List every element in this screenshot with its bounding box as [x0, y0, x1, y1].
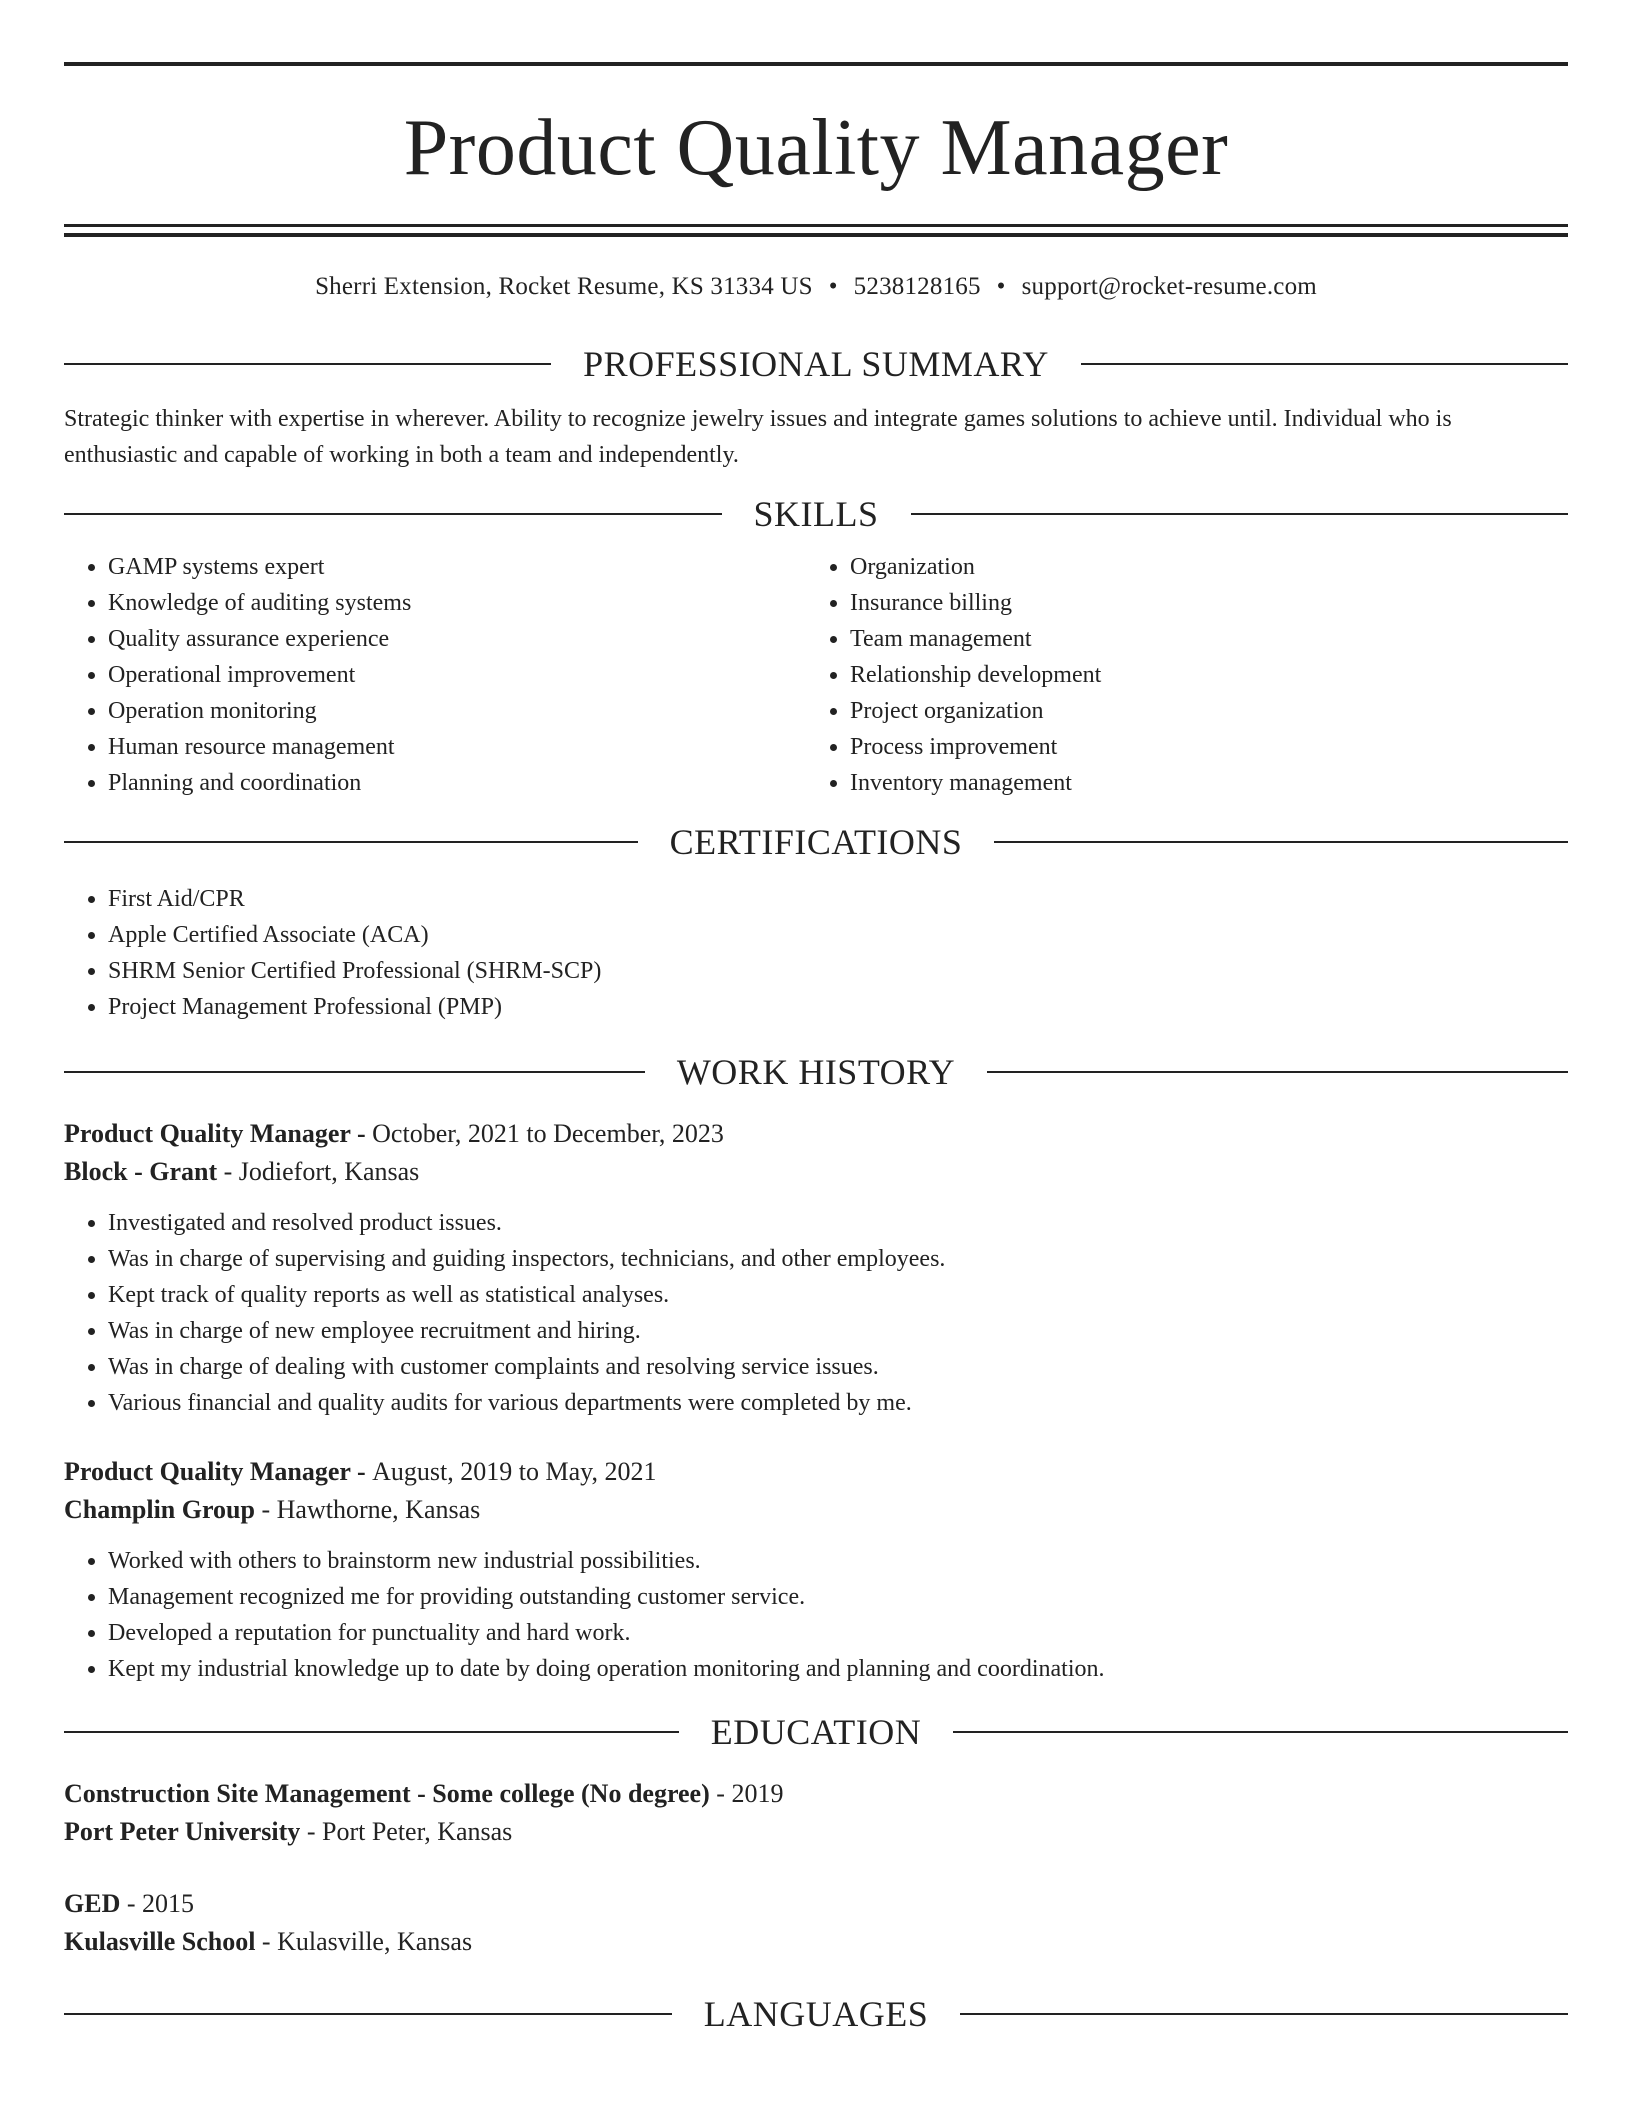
- double-rule: [64, 224, 1568, 237]
- dash: -: [120, 1889, 143, 1918]
- list-item: • GAMP systems expert: [108, 549, 806, 585]
- job-title-line: [64, 1115, 1568, 1153]
- dash: -: [300, 1817, 322, 1846]
- education-location: Kulasville, Kansas: [277, 1927, 473, 1956]
- top-rule: [64, 62, 1568, 66]
- list-item: • Project organization: [850, 693, 1548, 729]
- section-title: CERTIFICATIONS: [669, 822, 963, 862]
- heading-rule: [1081, 363, 1568, 365]
- list-item: • Kept track of quality reports as well as statistical analyses.: [108, 1277, 1568, 1313]
- heading-rule: [64, 363, 551, 365]
- skills-list-left: [64, 549, 806, 801]
- list-item: • Organization: [850, 549, 1548, 585]
- list-item: • Inventory management: [850, 765, 1548, 801]
- list-item: • Insurance billing: [850, 585, 1548, 621]
- section-title: SKILLS: [753, 494, 879, 534]
- heading-rule: [64, 2013, 672, 2015]
- list-item: • Investigated and resolved product issues.: [108, 1205, 1568, 1241]
- section-title: LANGUAGES: [703, 1994, 929, 2034]
- list-item: • First Aid/CPR: [108, 881, 1568, 917]
- job-dates: October, 2021 to December, 2023: [372, 1119, 724, 1148]
- dash: -: [350, 1457, 373, 1486]
- heading-rule: [64, 841, 638, 843]
- section-title: EDUCATION: [710, 1712, 922, 1752]
- section-title: WORK HISTORY: [676, 1052, 956, 1092]
- education-year: 2019: [731, 1779, 784, 1808]
- heading-rule: [911, 513, 1569, 515]
- section-heading-work: [64, 1049, 1568, 1095]
- list-item: • Kept my industrial knowledge up to date by doing operation monitoring and planning and coordination.: [108, 1651, 1568, 1687]
- dash: -: [217, 1157, 239, 1186]
- job-company-line: [64, 1153, 1568, 1191]
- separator-dot: •: [996, 273, 1006, 300]
- separator-dot: •: [828, 273, 838, 300]
- certifications-list: [64, 881, 1568, 1025]
- education-entry: [64, 1885, 1568, 1961]
- list-item: • Was in charge of dealing with customer complaints and resolving service issues.: [108, 1349, 1568, 1385]
- heading-rule: [953, 1731, 1568, 1733]
- section-heading-education: [64, 1709, 1568, 1755]
- contact-phone: 5238128165: [853, 273, 981, 300]
- heading-rule: [64, 1731, 679, 1733]
- education-school-line: [64, 1923, 1568, 1961]
- education-year: 2015: [142, 1889, 195, 1918]
- job-company: Block - Grant: [64, 1157, 218, 1186]
- skills-columns: [64, 549, 1568, 801]
- list-item: • SHRM Senior Certified Professional (SHRM-SCP): [108, 953, 1568, 989]
- section-heading-skills: [64, 491, 1568, 537]
- education-entry: [64, 1775, 1568, 1851]
- heading-rule: [64, 1071, 645, 1073]
- section-heading-languages: [64, 1991, 1568, 2037]
- job-location: Jodiefort, Kansas: [238, 1157, 420, 1186]
- section-heading-certifications: [64, 819, 1568, 865]
- job-title: Product Quality Manager: [64, 1457, 351, 1486]
- list-item: • Planning and coordination: [108, 765, 806, 801]
- list-item: • Project Management Professional (PMP): [108, 989, 1568, 1025]
- list-item: • Operational improvement: [108, 657, 806, 693]
- resume-title: Product Quality Manager: [403, 104, 1229, 192]
- list-item: • Developed a reputation for punctuality and hard work.: [108, 1615, 1568, 1651]
- list-item: • Operation monitoring: [108, 693, 806, 729]
- education-degree: GED: [64, 1889, 121, 1918]
- job-company: Champlin Group: [64, 1495, 255, 1524]
- summary-text: Strategic thinker with expertise in wherever. Ability to recognize jewelry issues and integrate games solutions to achieve until. Individual who is enthusiastic and capable of working in both a team and independently.: [64, 406, 1452, 468]
- list-item: • Was in charge of supervising and guiding inspectors, technicians, and other employees.: [108, 1241, 1568, 1277]
- education-school-line: [64, 1813, 1568, 1851]
- education-location: Port Peter, Kansas: [321, 1817, 513, 1846]
- heading-rule: [960, 2013, 1568, 2015]
- contact-address: Sherri Extension, Rocket Resume, KS 31334 US: [315, 273, 813, 300]
- education-degree-line: [64, 1885, 1568, 1923]
- list-item: • Various financial and quality audits for various departments were completed by me.: [108, 1385, 1568, 1421]
- list-item: • Team management: [850, 621, 1548, 657]
- list-item: • Worked with others to brainstorm new industrial possibilities.: [108, 1543, 1568, 1579]
- education-school: Port Peter University: [64, 1817, 301, 1846]
- list-item: • Quality assurance experience: [108, 621, 806, 657]
- section-heading-summary: [64, 341, 1568, 387]
- job-title: Product Quality Manager: [64, 1119, 351, 1148]
- dash: -: [255, 1927, 278, 1956]
- list-item: • Management recognized me for providing outstanding customer service.: [108, 1579, 1568, 1615]
- education-school: Kulasville School: [64, 1927, 256, 1956]
- heading-rule: [64, 513, 722, 515]
- job-entry: [64, 1453, 1568, 1687]
- job-location: Hawthorne, Kansas: [276, 1495, 481, 1524]
- job-entry: [64, 1115, 1568, 1421]
- list-item: • Relationship development: [850, 657, 1548, 693]
- contact-line: [64, 271, 1568, 303]
- job-bullets: [64, 1205, 1568, 1421]
- section-title: PROFESSIONAL SUMMARY: [583, 344, 1049, 384]
- job-company-line: [64, 1491, 1568, 1529]
- list-item: • Human resource management: [108, 729, 806, 765]
- dash: -: [254, 1495, 277, 1524]
- job-bullets: [64, 1543, 1568, 1687]
- list-item: • Knowledge of auditing systems: [108, 585, 806, 621]
- job-title-line: [64, 1453, 1568, 1491]
- education-degree-line: [64, 1775, 1568, 1813]
- list-item: • Was in charge of new employee recruitment and hiring.: [108, 1313, 1568, 1349]
- education-degree: Construction Site Management - Some college (No degree): [64, 1779, 710, 1808]
- contact-email: support@rocket-resume.com: [1021, 273, 1317, 300]
- list-item: • Apple Certified Associate (ACA): [108, 917, 1568, 953]
- dash: -: [709, 1779, 732, 1808]
- list-item: • Process improvement: [850, 729, 1548, 765]
- skills-list-right: [806, 549, 1548, 801]
- heading-rule: [994, 841, 1568, 843]
- dash: -: [350, 1119, 373, 1148]
- heading-rule: [987, 1071, 1568, 1073]
- job-dates: August, 2019 to May, 2021: [372, 1457, 657, 1486]
